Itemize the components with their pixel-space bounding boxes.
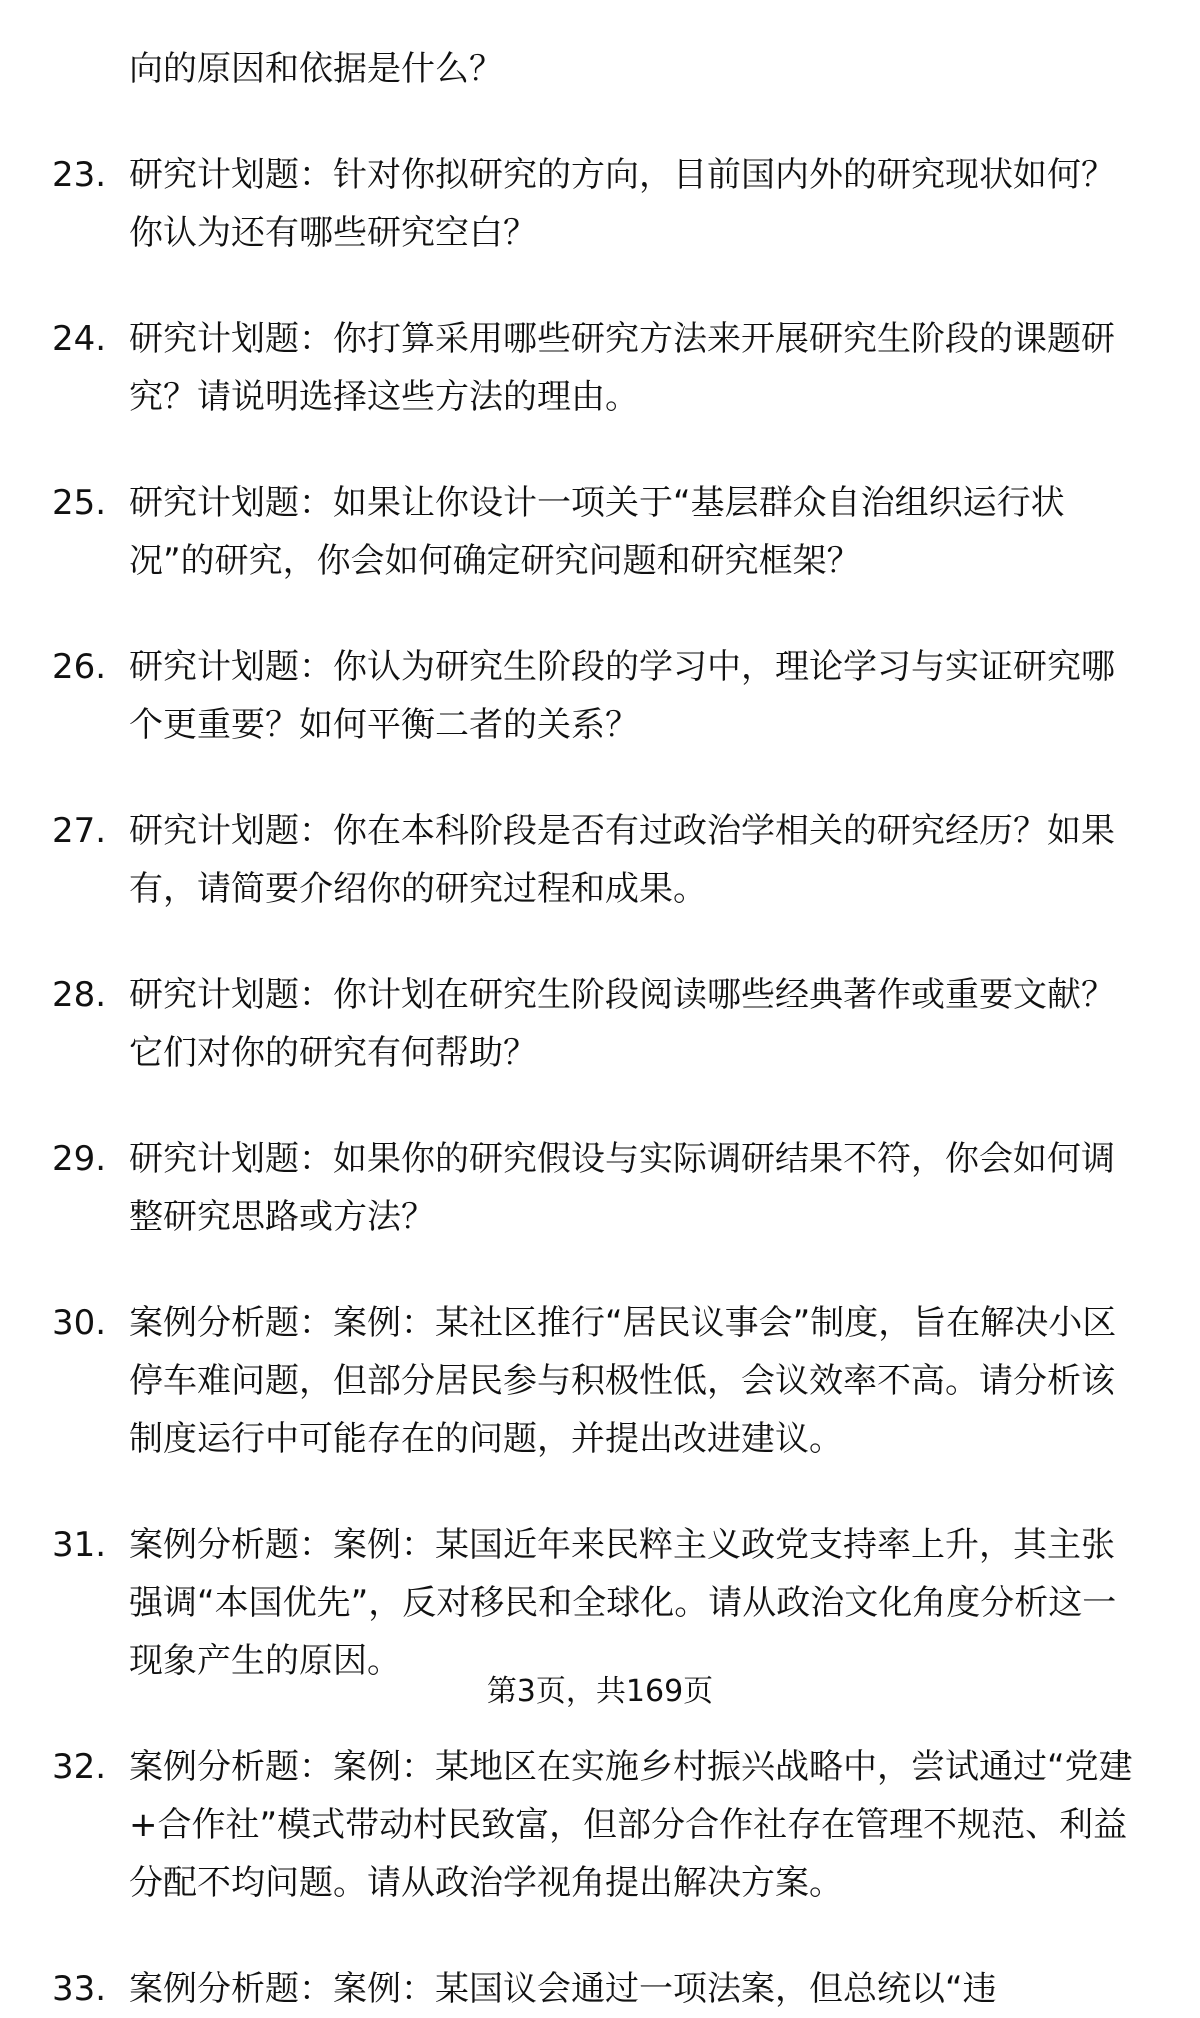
question-list xyxy=(0,146,1200,2018)
question-item xyxy=(0,146,1200,262)
question-text: 案例分析题：案例：某国近年来民粹主义政党支持率上升，其主张强调“本国优先”，反对移民和全球化。请从政治文化角度分析这一现象产生的原因。 xyxy=(129,1525,1117,1681)
question-item xyxy=(0,1294,1200,1468)
question-text: 研究计划题：你认为研究生阶段的学习中，理论学习与实证研究哪个更重要？如何平衡二者的关系？ xyxy=(129,647,1115,745)
question-item xyxy=(0,1960,1200,2018)
question-number: 32. xyxy=(52,1747,107,1787)
question-item xyxy=(0,802,1200,918)
question-number: 26. xyxy=(52,647,107,687)
question-number: 31. xyxy=(52,1525,107,1565)
question-number: 33. xyxy=(52,1969,107,2009)
question-text: 研究计划题：针对你拟研究的方向，目前国内外的研究现状如何？你认为还有哪些研究空白？ xyxy=(129,155,1115,253)
question-text: 研究计划题：你打算采用哪些研究方法来开展研究生阶段的课题研究？请说明选择这些方法的理由。 xyxy=(129,319,1115,417)
question-item xyxy=(0,1738,1200,1912)
question-text: 案例分析题：案例：某社区推行“居民议事会”制度，旨在解决小区停车难问题，但部分居民参与积极性低，会议效率不高。请分析该制度运行中可能存在的问题，并提出改进建议。 xyxy=(129,1303,1117,1459)
question-number: 24. xyxy=(52,319,107,359)
question-item xyxy=(0,474,1200,590)
page-content xyxy=(0,40,1200,2018)
question-number: 27. xyxy=(52,811,107,851)
continued-text: 向的原因和依据是什么？ xyxy=(129,49,503,89)
question-text: 研究计划题：你计划在研究生阶段阅读哪些经典著作或重要文献？它们对你的研究有何帮助？ xyxy=(129,975,1115,1073)
question-number: 29. xyxy=(52,1139,107,1179)
question-number: 30. xyxy=(52,1303,107,1343)
question-text: 研究计划题：你在本科阶段是否有过政治学相关的研究经历？如果有，请简要介绍你的研究过程和成果。 xyxy=(129,811,1115,909)
question-text: 研究计划题：如果你的研究假设与实际调研结果不符，你会如何调整研究思路或方法？ xyxy=(129,1139,1115,1237)
question-text: 案例分析题：案例：某地区在实施乡村振兴战略中，尝试通过“党建+合作社”模式带动村民致富，但部分合作社存在管理不规范、利益分配不均问题。请从政治学视角提出解决方案。 xyxy=(129,1747,1133,1903)
question-number: 23. xyxy=(52,155,107,195)
question-number: 28. xyxy=(52,975,107,1015)
question-item xyxy=(0,638,1200,754)
question-item xyxy=(0,1516,1200,1690)
question-text: 研究计划题：如果让你设计一项关于“基层群众自治组织运行状况”的研究，你会如何确定研究问题和研究框架？ xyxy=(129,483,1065,581)
question-item xyxy=(0,310,1200,426)
question-text: 案例分析题：案例：某国议会通过一项法案，但总统以“违 xyxy=(129,1969,997,2009)
question-number: 25. xyxy=(52,483,107,523)
question-item xyxy=(0,1130,1200,1246)
page-footer: 第3页，共169页 xyxy=(486,1674,714,1709)
question-item xyxy=(0,966,1200,1082)
